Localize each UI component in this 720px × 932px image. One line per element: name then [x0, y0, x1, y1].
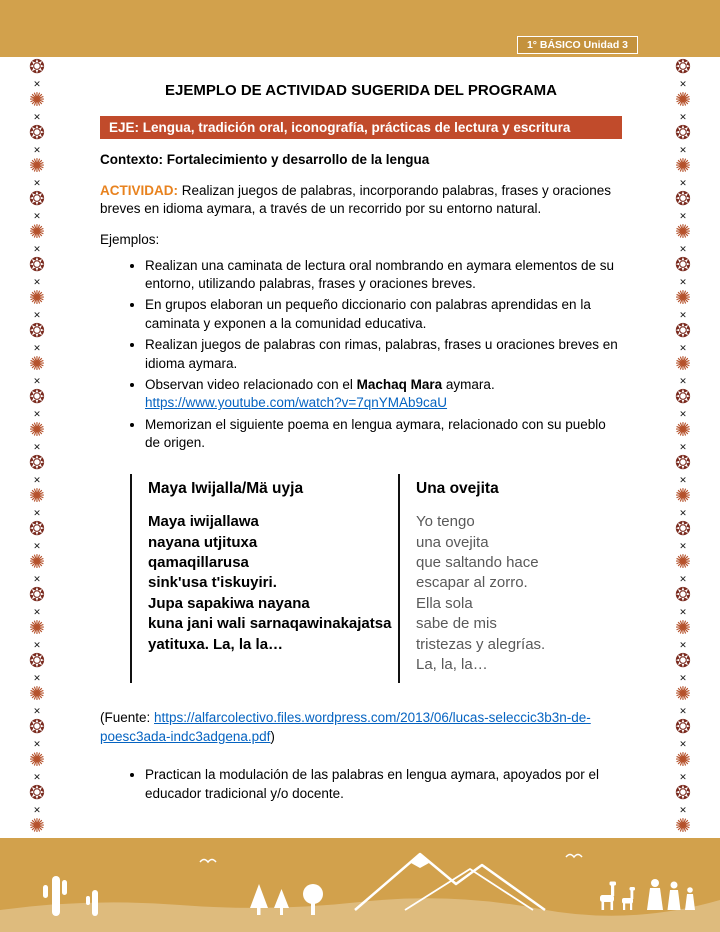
actividad-label: ACTIVIDAD: [100, 183, 178, 198]
rosette-icon: ✺ [675, 816, 691, 837]
rosette-icon: ❂ [675, 123, 691, 144]
rosette-icon: ❂ [29, 255, 45, 276]
document-body [100, 82, 622, 806]
list-item [145, 416, 622, 453]
cross-icon: ✕ [33, 277, 41, 287]
rosette-icon: ❂ [675, 717, 691, 738]
poem-line: yatituxa. La, la la… [148, 635, 284, 653]
cross-icon: ✕ [679, 574, 687, 584]
rosette-icon: ❂ [675, 585, 691, 606]
fuente-post: ) [270, 728, 275, 744]
rosette-icon: ✺ [29, 552, 45, 573]
contexto-heading: Contexto: Fortalecimiento y desarrollo de la lengua [100, 152, 430, 167]
fuente-pre: (Fuente: [100, 710, 155, 726]
rosette-icon: ✺ [29, 618, 45, 639]
bullet-text: Memorizan el siguiente poema en lengua aymara, relacionado con su pueblo de origen. [145, 416, 606, 450]
cross-icon: ✕ [33, 508, 41, 518]
rosette-icon: ✺ [29, 90, 45, 111]
poem-line: kuna jani wali sarnaqawinakajatsa [148, 615, 392, 633]
cross-icon: ✕ [33, 178, 41, 188]
cross-icon: ✕ [679, 772, 687, 782]
cross-icon: ✕ [679, 673, 687, 683]
cross-icon: ✕ [33, 310, 41, 320]
rosette-icon: ✺ [675, 618, 691, 639]
rosette-icon: ❂ [675, 453, 691, 474]
rosette-icon: ❂ [29, 585, 45, 606]
bullet-text: aymara. [442, 376, 495, 392]
rosette-icon: ❂ [675, 651, 691, 672]
cross-icon: ✕ [679, 112, 687, 122]
rosette-icon: ❂ [675, 387, 691, 408]
rosette-icon: ❂ [675, 321, 691, 342]
poem-line: que saltando hace [416, 554, 539, 572]
cross-icon: ✕ [679, 277, 687, 287]
cross-icon: ✕ [679, 805, 687, 815]
cross-icon: ✕ [679, 310, 687, 320]
poem-line: nayana utjituxa [148, 533, 258, 551]
cross-icon: ✕ [33, 640, 41, 650]
cross-icon: ✕ [679, 409, 687, 419]
poem-line: sabe de mis [416, 615, 497, 633]
rosette-icon: ❂ [29, 651, 45, 672]
list-item [145, 296, 622, 333]
bullet-text: Realizan juegos de palabras con rimas, palabras, frases u oraciones breves en idioma aymara. [145, 337, 618, 371]
person-icon [647, 879, 663, 910]
poem-title-aymara: Maya Iwijalla/Mä uyja [148, 480, 304, 498]
llama-icon [622, 887, 635, 910]
cross-icon: ✕ [33, 79, 41, 89]
rosette-icon: ❂ [675, 255, 691, 276]
bullet-text: En grupos elaboran un pequeño diccionario con palabras aprendidas en la caminata y exponen a la comunidad educativa. [145, 297, 591, 331]
cross-icon: ✕ [679, 145, 687, 155]
page-title: EJEMPLO DE ACTIVIDAD SUGERIDA DEL PROGRAMA [165, 82, 557, 99]
rosette-icon: ✺ [675, 420, 691, 441]
rosette-icon: ❂ [29, 387, 45, 408]
cross-icon: ✕ [33, 112, 41, 122]
ejemplos-label: Ejemplos: [100, 231, 160, 247]
rosette-icon: ❂ [675, 57, 691, 78]
rosette-icon: ✺ [29, 288, 45, 309]
rosette-icon: ✺ [675, 90, 691, 111]
rosette-icon: ✺ [29, 354, 45, 375]
bird-icon [566, 855, 582, 858]
poem-column-aymara [130, 474, 398, 683]
footer-illustration [0, 838, 720, 932]
rosette-icon: ✺ [675, 354, 691, 375]
actividad-paragraph [100, 182, 622, 219]
rosette-icon: ❂ [29, 123, 45, 144]
rosette-icon: ❂ [675, 189, 691, 210]
cross-icon: ✕ [679, 607, 687, 617]
cross-icon: ✕ [33, 475, 41, 485]
cross-icon: ✕ [679, 706, 687, 716]
poem-line: tristezas y alegrías. [416, 635, 546, 653]
person-icon [685, 887, 695, 910]
cross-icon: ✕ [679, 178, 687, 188]
poem-title-spanish: Una ovejita [416, 480, 499, 498]
cross-icon: ✕ [33, 244, 41, 254]
bird-icon [200, 860, 216, 863]
poem-line: qamaqillarusa [148, 554, 249, 572]
cross-icon: ✕ [679, 508, 687, 518]
final-bullet-list [100, 766, 622, 803]
poem-line: sink'usa t'iskuyiri. [148, 574, 277, 592]
cross-icon: ✕ [33, 772, 41, 782]
examples-list [100, 257, 622, 453]
cross-icon: ✕ [33, 574, 41, 584]
person-icon [668, 882, 681, 911]
cross-icon: ✕ [679, 244, 687, 254]
cross-icon: ✕ [33, 343, 41, 353]
bullet-text-bold: Machaq Mara [356, 376, 443, 392]
rosette-icon: ❂ [675, 783, 691, 804]
poem-block [130, 474, 622, 683]
cross-icon: ✕ [33, 673, 41, 683]
bullet-text: Observan video relacionado con el [145, 376, 357, 392]
rosette-icon: ✺ [29, 816, 45, 837]
list-item [145, 336, 622, 373]
cross-icon: ✕ [33, 607, 41, 617]
bullet-text: Practican la modulación de las palabras en lengua aymara, apoyados por el educador tradicional y/o docente. [145, 767, 600, 801]
left-border-pattern [22, 57, 52, 838]
cross-icon: ✕ [33, 211, 41, 221]
bullet-text: Realizan una caminata de lectura oral nombrando en aymara elementos de su entorno, utilizando palabras, frases y oraciones breves. [145, 257, 615, 292]
cross-icon: ✕ [33, 541, 41, 551]
rosette-icon: ✺ [675, 684, 691, 705]
poem-line: La, la, la… [416, 656, 488, 674]
cross-icon: ✕ [33, 376, 41, 386]
rosette-icon: ✺ [29, 156, 45, 177]
rosette-icon: ✺ [29, 486, 45, 507]
rosette-icon: ✺ [29, 222, 45, 243]
cross-icon: ✕ [679, 343, 687, 353]
rosette-icon: ❂ [29, 519, 45, 540]
cross-icon: ✕ [679, 211, 687, 221]
rosette-icon: ❂ [29, 57, 45, 78]
list-item [145, 257, 622, 294]
cross-icon: ✕ [679, 640, 687, 650]
rosette-icon: ✺ [29, 750, 45, 771]
cross-icon: ✕ [679, 739, 687, 749]
cross-icon: ✕ [679, 541, 687, 551]
eje-banner: EJE: Lengua, tradición oral, iconografía, prácticas de lectura y escritura [100, 116, 622, 139]
fuente-paragraph [100, 709, 622, 746]
cross-icon: ✕ [679, 442, 687, 452]
cross-icon: ✕ [33, 409, 41, 419]
rosette-icon: ✺ [29, 420, 45, 441]
poem-column-spanish [398, 474, 608, 683]
poem-line: escapar al zorro. [416, 574, 528, 592]
right-border-pattern [668, 57, 698, 838]
rosette-icon: ❂ [29, 189, 45, 210]
poem-line: Jupa sapakiwa nayana [148, 594, 310, 612]
poem-line: Yo tengo [416, 513, 475, 531]
poem-line: Ella sola [416, 594, 473, 612]
cross-icon: ✕ [33, 739, 41, 749]
rosette-icon: ✺ [675, 750, 691, 771]
cross-icon: ✕ [33, 145, 41, 155]
snowcap-icon [411, 854, 429, 868]
rosette-icon: ❂ [29, 783, 45, 804]
rosette-icon: ❂ [29, 453, 45, 474]
cross-icon: ✕ [679, 376, 687, 386]
rosette-icon: ✺ [29, 684, 45, 705]
rosette-icon: ❂ [29, 717, 45, 738]
list-item [145, 766, 622, 803]
rosette-icon: ✺ [675, 288, 691, 309]
fuente-link[interactable]: https://alfarcolectivo.files.wordpress.com/2013/06/lucas-seleccic3b3n-de-poesc3ada-indc3adgena.pdf [100, 710, 591, 744]
rosette-icon: ✺ [675, 486, 691, 507]
youtube-link[interactable]: https://www.youtube.com/watch?v=7qnYMAb9caU [145, 395, 448, 411]
cross-icon: ✕ [679, 79, 687, 89]
cross-icon: ✕ [679, 475, 687, 485]
rosette-icon: ❂ [675, 519, 691, 540]
cross-icon: ✕ [33, 706, 41, 716]
unit-badge: 1° BÁSICO Unidad 3 [517, 36, 638, 54]
actividad-text: Realizan juegos de palabras, incorporando palabras, frases y oraciones breves en idioma aymara, a través de un recorrido por su entorno natural. [100, 183, 612, 217]
list-item [145, 376, 622, 413]
rosette-icon: ✺ [675, 222, 691, 243]
rosette-icon: ❂ [29, 321, 45, 342]
rosette-icon: ✺ [675, 156, 691, 177]
poem-line: una ovejita [416, 533, 489, 551]
cross-icon: ✕ [33, 442, 41, 452]
poem-line: Maya iwijallawa [148, 513, 259, 531]
cross-icon: ✕ [33, 805, 41, 815]
rosette-icon: ✺ [675, 552, 691, 573]
llama-icon [600, 882, 616, 911]
